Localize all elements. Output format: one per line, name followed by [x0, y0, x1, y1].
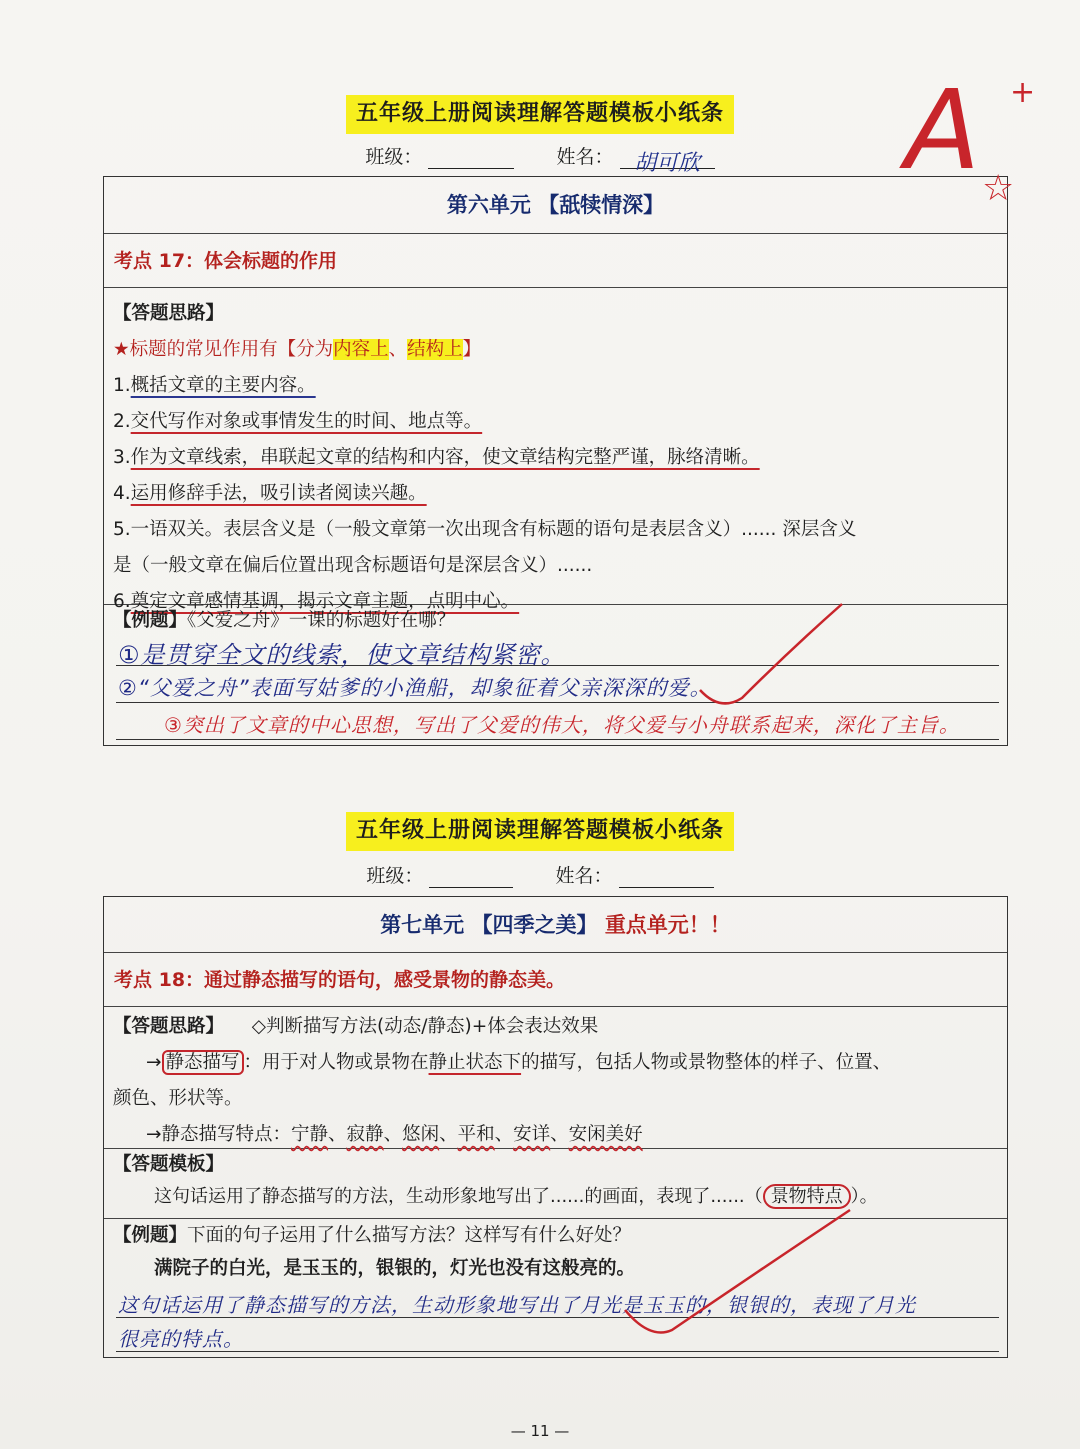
- template-row: [104, 1149, 1007, 1219]
- handwritten-answer-1: ①是贯穿全文的线索，使文章结构紧密。: [118, 641, 566, 669]
- approach-method: ◇判断描写方法(动态/静态)+体会表达效果: [251, 1016, 599, 1037]
- point-row: [104, 953, 1007, 1007]
- name-label: 姓名：: [555, 865, 613, 887]
- template-label: 【答题模板】: [113, 1154, 225, 1175]
- class-blank: [429, 865, 513, 888]
- point-row: [104, 234, 1007, 288]
- approach-label: 【答题思路】: [113, 303, 225, 324]
- approach-label: 【答题思路】: [113, 1016, 225, 1037]
- template-text: 这句话运用了静态描写的方法，生动形象地写出了......的画面，表现了......（ 景物特点 ）。: [154, 1186, 878, 1207]
- approach-row: [104, 288, 1007, 612]
- example-question: 《父爱之舟》一课的标题好在哪？: [187, 610, 456, 631]
- sheet2-meta: [0, 861, 1080, 888]
- answer-line: [116, 1351, 999, 1352]
- class-label: 班级：: [365, 146, 423, 168]
- answer-line: [116, 702, 999, 703]
- static-definition-line: → 静态描写 ：用于对人物或景物在静止状态下的描写，包括人物或景物整体的样子、位置、: [146, 1052, 892, 1073]
- highlight-structure: 结构上: [407, 339, 463, 360]
- unit-heading-row: [104, 897, 1007, 953]
- example-row: [104, 1219, 1007, 1355]
- grade-plus: +: [1010, 75, 1036, 110]
- sheet2-table: [103, 896, 1008, 1358]
- list-item: 3.作为文章线索，串联起文章的结构和内容，使文章结构完整严谨，脉络清晰。: [113, 447, 760, 468]
- example-label: 【例题】: [113, 1225, 188, 1246]
- static-definition-cont: 颜色、形状等。: [113, 1088, 243, 1109]
- circled-term: 静态描写: [162, 1050, 244, 1075]
- list-item-continued: 是（一般文章在偏后位置出现含标题语句是深层含义）......: [113, 555, 593, 576]
- list-item: 4.运用修辞手法，吸引读者阅读兴趣。: [113, 483, 427, 504]
- grade-star: ☆: [982, 168, 1015, 209]
- class-blank: [428, 146, 514, 169]
- unit-heading: 第六单元 【舐犊情深】: [446, 193, 665, 217]
- unit-heading-row: [104, 177, 1007, 234]
- example-question: 下面的句子运用了什么描写方法？这样写有什么好处？: [187, 1225, 632, 1246]
- answer-line: [116, 739, 999, 740]
- example-label: 【例题】: [113, 610, 188, 631]
- name-label: 姓名：: [556, 146, 614, 168]
- features-line: →静态描写特点：宁静、寂静、悠闲、平和、安详、安闲美好: [146, 1124, 643, 1145]
- list-item: 6.奠定文章感情基调，揭示文章主题，点明中心。: [113, 591, 520, 612]
- circled-feature: 景物特点: [763, 1184, 851, 1209]
- page-number: — 11 —: [510, 1422, 570, 1440]
- name-handwritten: 胡可欣: [620, 146, 715, 169]
- list-item: 1.概括文章的主要内容。: [113, 375, 316, 396]
- example-sentence: 满院子的白光，是玉玉的，银银的，灯光也没有这般亮的。: [154, 1258, 636, 1279]
- handwritten-answer-2: 很亮的特点。: [118, 1327, 244, 1351]
- grade-mark: A: [905, 66, 981, 194]
- unit-heading: 第七单元 【四季之美】 重点单元！！: [380, 913, 731, 937]
- list-item: 5.一语双关。表层含义是（一般文章第一次出现含有标题的语句是表层含义）...... 深层含义: [113, 519, 857, 540]
- handwritten-answer-1: 这句话运用了静态描写的方法，生动形象地写出了月光是玉玉的，银银的，表现了月光: [118, 1293, 916, 1317]
- common-functions-line: ★标题的常见作用有【分为内容上、结构上】: [113, 339, 482, 360]
- handwritten-answer-2: ②“父爱之舟”表面写姑爹的小渔船，却象征着父亲深深的爱。: [118, 676, 712, 700]
- approach-row: [104, 1007, 1007, 1149]
- sheet2-title: 五年级上册阅读理解答题模板小纸条: [0, 813, 1080, 844]
- sheet1-title: 五年级上册阅读理解答题模板小纸条: [0, 96, 1080, 127]
- example-question-line: [104, 1219, 1007, 1253]
- class-label: 班级：: [366, 865, 424, 887]
- example-question-line: [104, 605, 1007, 637]
- point-title: 考点 17：体会标题的作用: [114, 250, 338, 272]
- highlight-content: 内容上: [333, 339, 389, 360]
- point-title: 考点 18：通过静态描写的语句，感受景物的静态美。: [114, 969, 566, 991]
- sheet1-table: [103, 176, 1008, 746]
- handwritten-answer-3: ③突出了文章的中心思想，写出了父爱的伟大，将父爱与小舟联系起来，深化了主旨。: [164, 713, 960, 737]
- list-item: 2.交代写作对象或事情发生的时间、地点等。: [113, 411, 483, 432]
- unit-emphasis: 重点单元！！: [604, 913, 731, 937]
- example-row: [104, 605, 1007, 745]
- approach-heading-line: [104, 1009, 1007, 1045]
- name-blank: [619, 865, 714, 888]
